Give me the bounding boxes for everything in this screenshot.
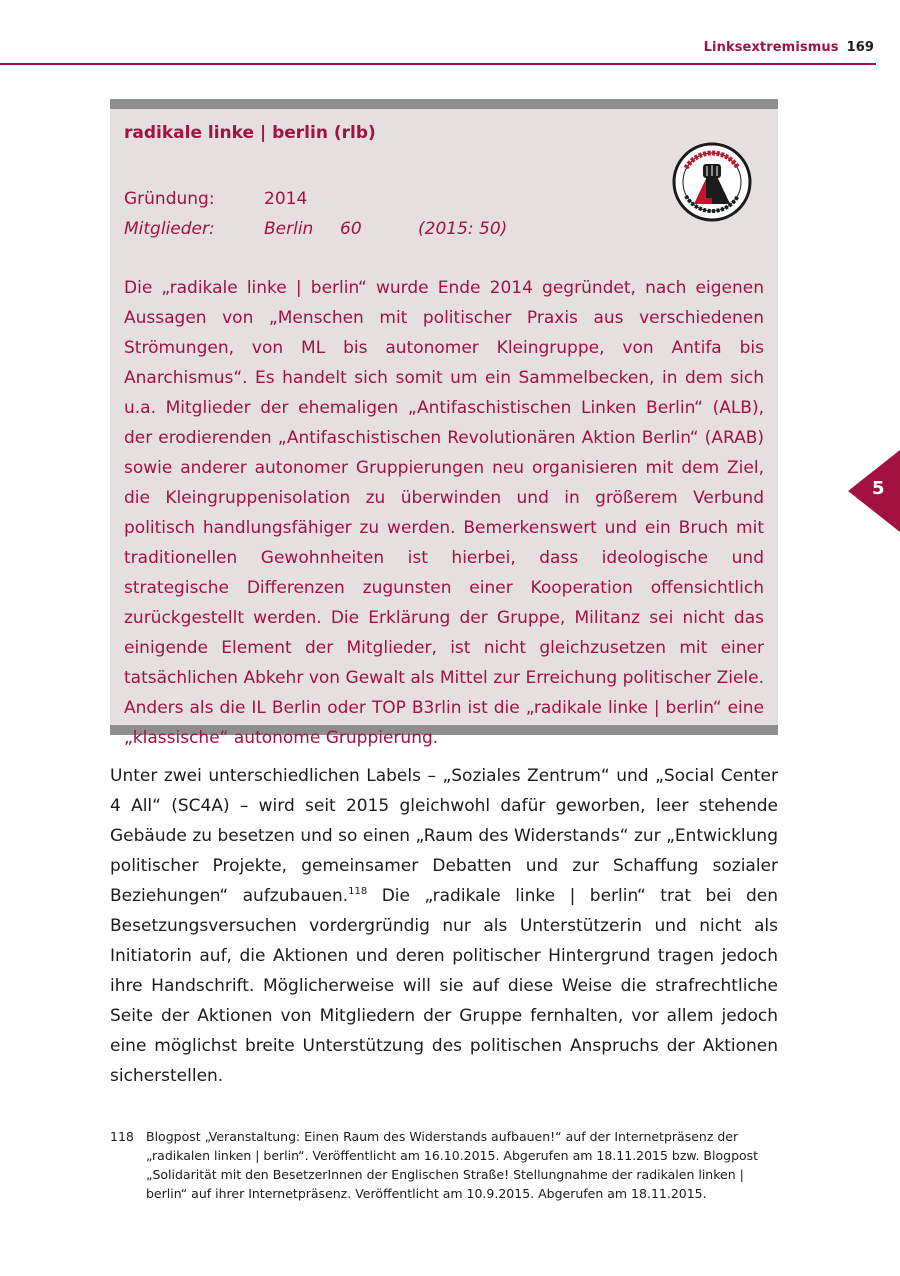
footnote bbox=[110, 1127, 778, 1203]
body-paragraph-part2: Die „radikale linke | berlin“ trat bei den Besetzungsversuchen vordergründig nur als Unterstützerin und nicht als Initiatorin auf, die Aktionen und deren politischer Hintergrund tragen jedoch ihre Handschrift. Möglicherweise will sie auf diese Weise die strafrechtliche Seite der Aktionen von Mitgliedern der Gruppe fernhalten, vor allem jedoch eine möglichst breite Unterstützung des politischen Anspruchs der Aktionen sicherstellen. bbox=[110, 886, 778, 1086]
section-title: Linksextremismus bbox=[703, 40, 839, 55]
members-count: 60 bbox=[340, 219, 362, 239]
body-paragraph bbox=[110, 761, 778, 1091]
infobox-title: radikale linke | berlin (rlb) bbox=[124, 123, 376, 143]
header-rule bbox=[0, 63, 876, 65]
founding-value: 2014 bbox=[264, 189, 308, 209]
page-number: 169 bbox=[846, 40, 874, 55]
organization-logo-icon bbox=[672, 142, 752, 222]
organization-infobox bbox=[110, 99, 778, 748]
body-paragraph-part1: Unter zwei unterschiedlichen Labels – „Soziales Zentrum“ und „Social Center 4 All“ (SC4A) – wird seit 2015 gleichwohl dafür geworben, leer stehende Gebäude zu besetzen und so einen „Raum des Widerstands“ zur „Entwicklung politischer Projekte, gemeinsamer Debatten und zur Schaffung sozialer Beziehungen“ aufzubauen. bbox=[110, 766, 778, 906]
footnote-reference[interactable]: 118 bbox=[348, 886, 368, 897]
members-label: Mitglieder: bbox=[124, 219, 215, 239]
footnote-text: Blogpost „Veranstaltung: Einen Raum des Widerstands aufbauen!“ auf der Internetpräsenz der „radikalen linken | berlin“. Veröffentlicht am 16.10.2015. Abgerufen am 18.11.2015 bzw. Blogpost „Solidarität mit den BesetzerInnen der Englischen Straße! Stellungnahme der radikalen linken | berlin“ auf ihrer Internetpräsenz. Veröffentlicht am 10.9.2015. Abgerufen am 18.11.2015. bbox=[146, 1129, 759, 1201]
footnote-number: 118 bbox=[110, 1129, 134, 1144]
founding-label: Gründung: bbox=[124, 189, 215, 209]
members-previous: (2015: 50) bbox=[418, 219, 508, 239]
running-header bbox=[704, 40, 874, 55]
chapter-number: 5 bbox=[872, 478, 885, 499]
infobox-description: Die „radikale linke | berlin“ wurde Ende 2014 gegründet, nach eigenen Aussagen von „Menschen mit politischer Praxis aus verschiedenen Strömungen, von ML bis autonomer Kleingruppe, von Antifa bis Anarchismus“. Es handelt sich somit um ein Sammelbecken, in dem sich u.a. Mitglieder der ehemaligen „Antifaschistischen Linken Berlin“ (ALB), der erodierenden „Antifaschistischen Revolutionären Aktion Berlin“ (ARAB) sowie anderer autonomer Gruppierungen neu organisieren mit dem Ziel, die Kleingruppenisolation zu überwinden und in größerem Verbund politisch handlungsfähiger zu werden. Bemerkenswert und ein Bruch mit traditionellen Gewohnheiten ist hierbei, dass ideologische und strategische Differenzen zugunsten einer Kooperation offensichtlich zurückgestellt werden. Die Erklärung der Gruppe, Militanz sei nicht das einigende Element der Mitglieder, ist nicht gleichzusetzen mit einer tatsächlichen Abkehr von Gewalt als Mittel zur Erreichung politischer Ziele. Anders als die IL Berlin oder TOP B3rlin ist die „radikale linke | berlin“ eine „klassische“ autonome Gruppierung. bbox=[124, 278, 764, 748]
members-city: Berlin bbox=[264, 219, 314, 239]
